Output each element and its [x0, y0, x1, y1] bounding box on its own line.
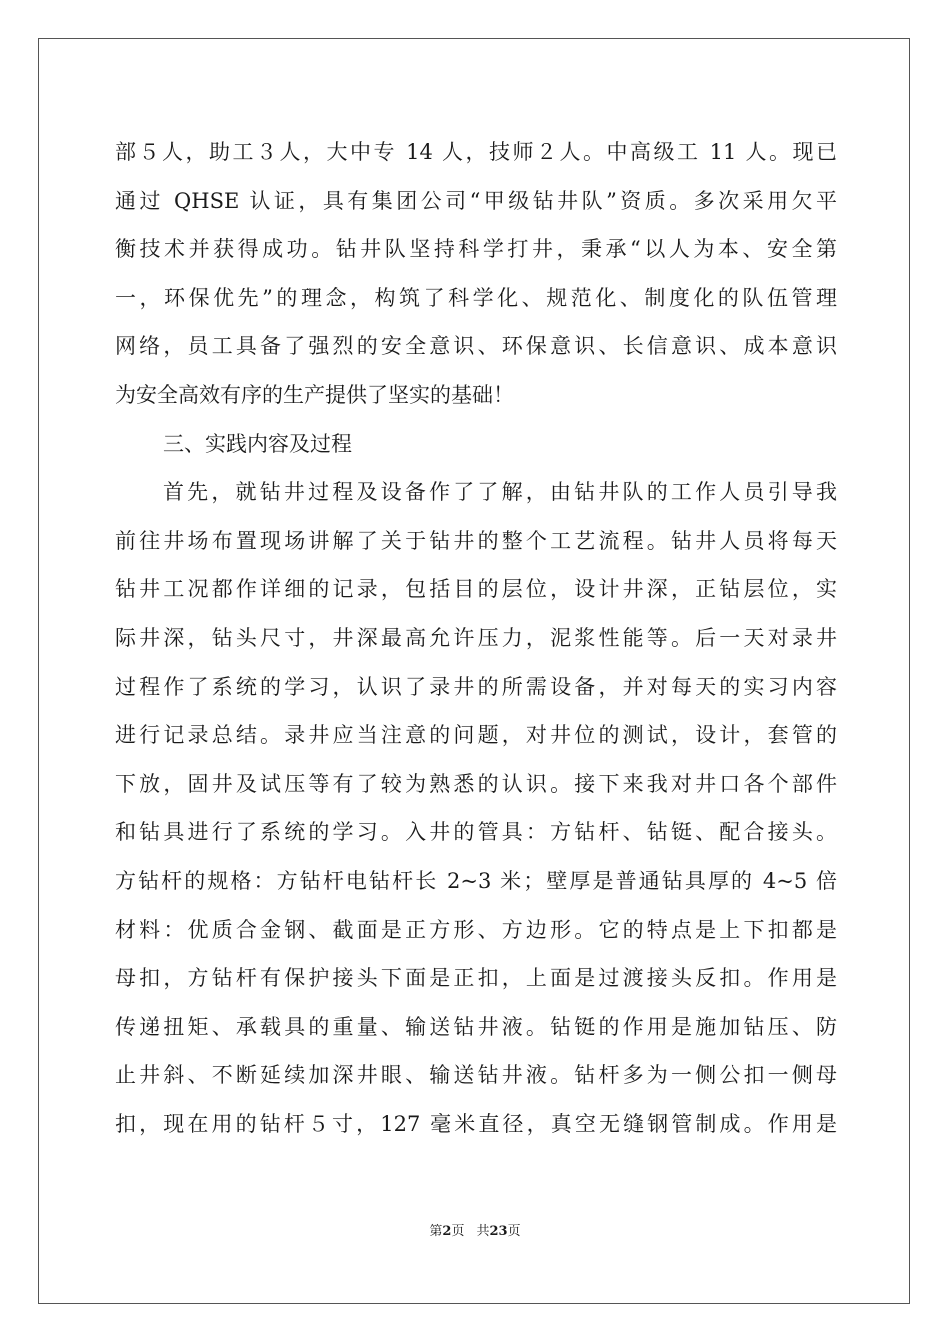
- section-heading: 三、实践内容及过程: [163, 431, 352, 456]
- text-line: 过程作了系统的学习，认识了录井的所需设备，并对每天的实习内容: [115, 674, 837, 699]
- text-line: 衡技术并获得成功。钻井队坚持科学打井，秉承“以人为本、安全第: [115, 237, 837, 262]
- text-line: 方钻杆的规格：方钻杆电钻杆长 2~3 米；壁厚是普通钻具厚的 4~5 倍: [115, 868, 837, 893]
- text-line: 进行记录总结。录井应当注意的问题，对井位的测试，设计，套管的: [115, 723, 837, 748]
- text-line: 部５人，助工３人，大中专 14 人，技师２人。中高级工 11 人。现已: [115, 140, 837, 164]
- text-line: 际井深，钻头尺寸，井深最高允许压力，泥浆性能等。后一天对录井: [115, 625, 837, 650]
- footer-total-prefix: 共: [476, 1224, 490, 1239]
- text-line: 首先，就钻井过程及设备作了了解，由钻井队的工作人员引导我: [163, 480, 837, 505]
- text-line: 为安全高效有序的生产提供了坚实的基础！: [115, 382, 514, 407]
- text-line: 扣，现在用的钻杆５寸，127 毫米直径，真空无缝钢管制成。作用是: [115, 1111, 837, 1136]
- text-line: 母扣，方钻杆有保护接头下面是正扣，上面是过渡接头反扣。作用是: [115, 966, 837, 991]
- text-line: 下放，固井及试压等有了较为熟悉的认识。接下来我对井口各个部件: [115, 771, 837, 796]
- footer-page-suffix: 页: [451, 1224, 465, 1239]
- text-line: 网络，员工具备了强烈的安全意识、环保意识、长信意识、成本意识: [115, 334, 837, 359]
- footer-page-number: 2: [442, 1224, 452, 1239]
- page-footer: [0, 1220, 950, 1239]
- text-line: 止井斜、不断延续加深井眼、输送钻井液。钻杆多为一侧公扣一侧母: [115, 1063, 837, 1088]
- text-line: 材料：优质合金钢、截面是正方形、方边形。它的特点是上下扣都是: [115, 917, 837, 942]
- text-line: 钻井工况都作详细的记录，包括目的层位，设计井深，正钻层位，实: [115, 577, 837, 602]
- footer-total-pages: 23: [489, 1224, 508, 1239]
- text-line: 和钻具进行了系统的学习。入井的管具：方钻杆、钻铤、配合接头。: [115, 820, 837, 845]
- text-line: 一，环保优先”的理念，构筑了科学化、规范化、制度化的队伍管理: [115, 285, 837, 310]
- text-line: 通过 QHSE 认证，具有集团公司“甲级钻井队”资质。多次采用欠平: [115, 188, 837, 213]
- document-body: [115, 128, 837, 1148]
- text-line: 传递扭矩、承载具的重量、输送钻井液。钻铤的作用是施加钻压、防: [115, 1014, 837, 1039]
- footer-total-suffix: 页: [507, 1224, 521, 1239]
- footer-page-prefix: 第: [429, 1224, 443, 1239]
- text-line: 前往井场布置现场讲解了关于钻井的整个工艺流程。钻井人员将每天: [115, 528, 837, 553]
